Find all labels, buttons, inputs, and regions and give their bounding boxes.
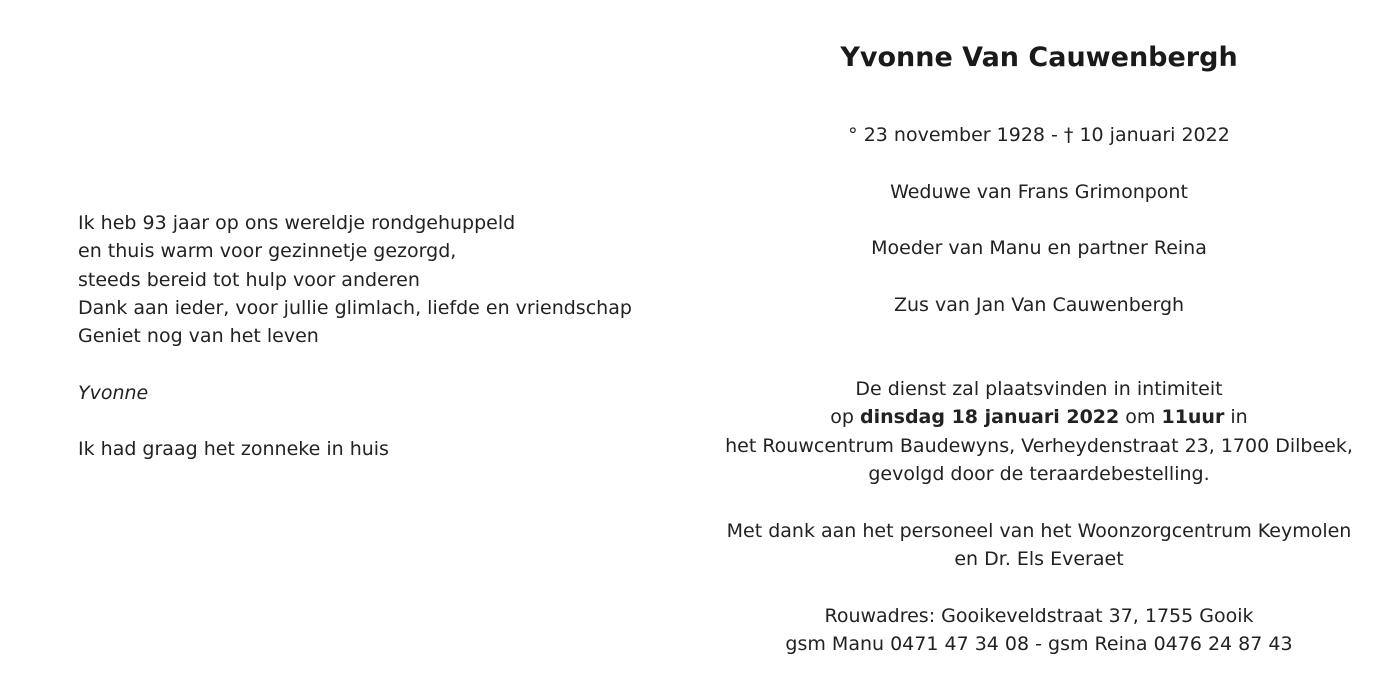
phone-numbers: gsm Manu 0471 47 34 08 - gsm Reina 0476 24 87 43 — [785, 633, 1293, 656]
thanks-line: en Dr. Els Everaet — [954, 548, 1124, 571]
service-intro: De dienst zal plaatsvinden in intimiteit — [855, 378, 1223, 400]
poem-line: Ik heb 93 jaar op ons wereldje rondgehuppeld — [78, 212, 516, 234]
thanks-block — [700, 517, 1378, 574]
deceased-name: Yvonne Van Cauwenbergh — [840, 42, 1238, 73]
service-location: het Rouwcentrum Baudewyns, Verheydenstraat 23, 1700 Dilbeek, — [725, 434, 1353, 457]
poem-block — [78, 209, 678, 464]
mother-of-block — [700, 234, 1378, 262]
poem-line: Geniet nog van het leven — [78, 325, 319, 348]
service-date: dinsdag 18 januari 2022 — [860, 406, 1120, 429]
service-in: in — [1230, 406, 1248, 429]
mourning-address: Rouwadres: Gooikeveldstraat 37, 1755 Gooik — [824, 605, 1254, 627]
poem-line: en thuis warm voor gezinnetje gezorgd, — [78, 240, 457, 263]
service-om: om — [1125, 406, 1156, 429]
poem-line: steeds bereid tot hulp voor anderen — [78, 268, 420, 291]
life-dates — [700, 121, 1378, 149]
birth-death-dates: ° 23 november 1928 - † 10 januari 2022 — [848, 124, 1230, 146]
service-op: op — [830, 406, 854, 429]
contact-block — [700, 602, 1378, 659]
widow-of-block — [700, 178, 1378, 206]
service-block — [700, 375, 1378, 488]
service-datetime — [700, 403, 1378, 431]
widow-of: Weduwe van Frans Grimonpont — [890, 181, 1188, 203]
service-time: 11uur — [1161, 406, 1225, 429]
poem-closing: Ik had graag het zonneke in huis — [78, 438, 389, 461]
service-after: gevolgd door de teraardebestelling. — [868, 462, 1210, 485]
poem-signature: Yvonne — [78, 381, 149, 404]
sister-of: Zus van Jan Van Cauwenbergh — [893, 294, 1185, 316]
mother-of: Moeder van Manu en partner Reina — [871, 237, 1207, 259]
sister-of-block — [700, 291, 1378, 319]
poem-line: Dank aan ieder, voor jullie glimlach, liefde en vriendschap — [78, 296, 632, 319]
thanks-line: Met dank aan het personeel van het Woonzorgcentrum Keymolen — [726, 520, 1352, 542]
